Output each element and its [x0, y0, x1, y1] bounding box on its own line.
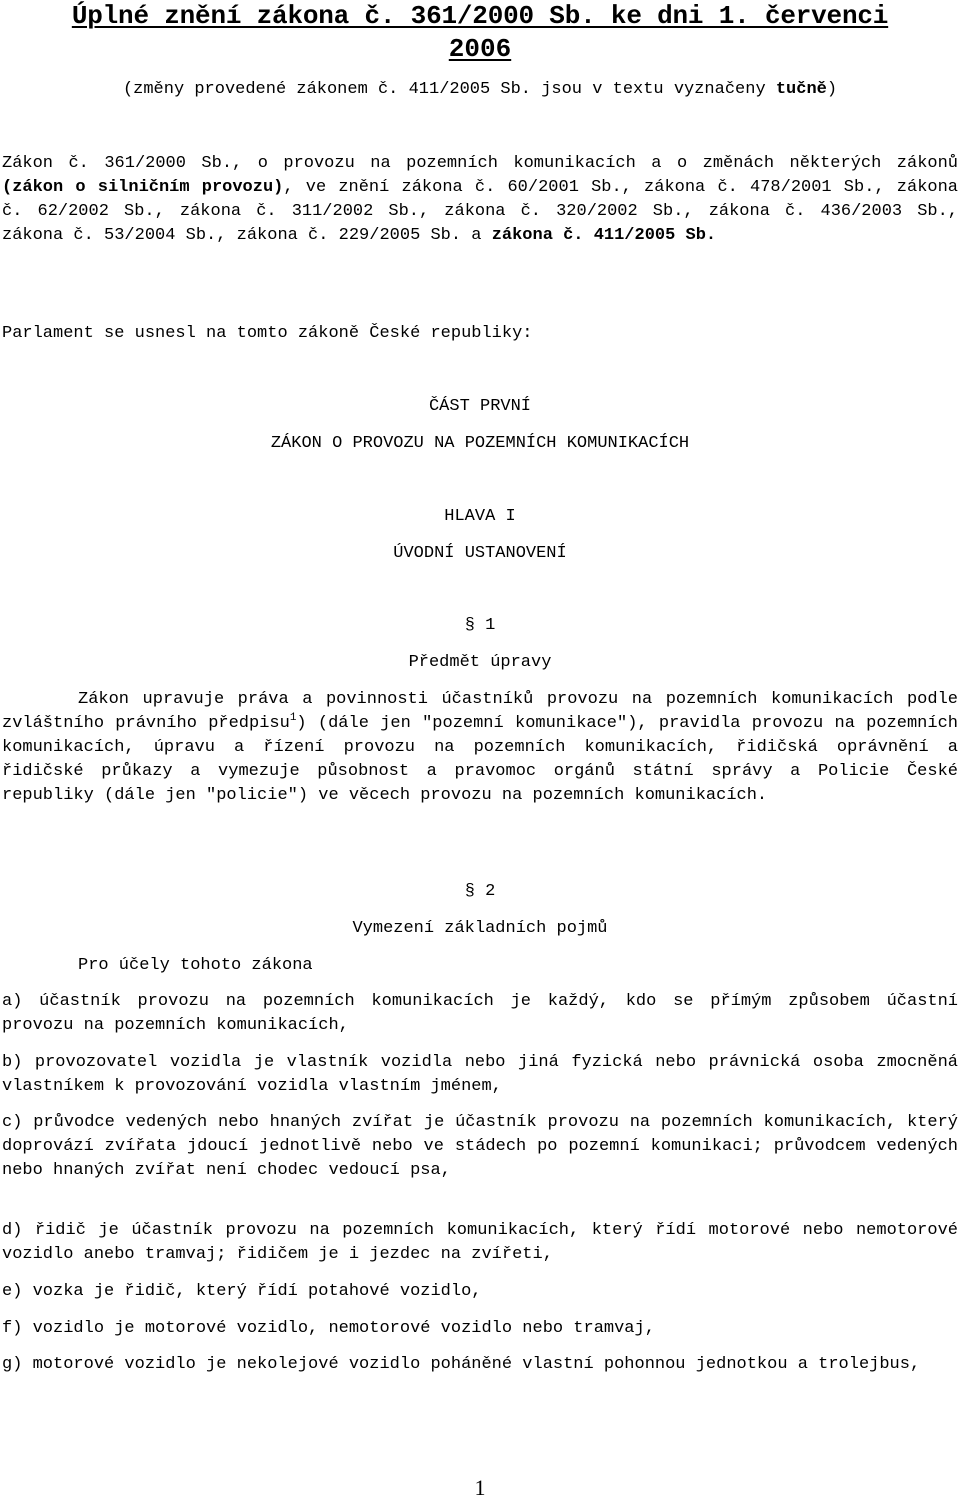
- definition-item-a: a) účastník provozu na pozemních komunikacích je každý, kdo se přímým způsobem účastní provozu na pozemních komunikacích,: [2, 992, 958, 1035]
- section-1-text-after: ) (dále jen "pozemní komunikace"), pravidla provozu na pozemních komunikacích, úpravu a řízení provozu na pozemních komunikacích, řidičská oprávnění a řidičské průkazy a vymezuje působnost a pravomoc orgánů státní správy a Policie České republiky (dále jen "policie") ve věcech provozu na pozemních komunikacích.: [2, 714, 958, 805]
- definition-item-e: e) vozka je řidič, který řídí potahové vozidlo,: [2, 1282, 482, 1301]
- section-2-number: § 2: [464, 882, 496, 901]
- intro-part-1: Zákon č. 361/2000 Sb., o provozu na pozemních komunikacích a o změnách některých zákonů: [2, 154, 958, 173]
- document-subtitle: [0, 78, 960, 102]
- section-1-title: Předmět úpravy: [408, 653, 552, 672]
- definition-item-g: g) motorové vozidlo je nekolejové vozidlo poháněné vlastní pohonnou jednotkou a trolejbus,: [2, 1355, 921, 1374]
- subtitle-bold: tučně: [775, 80, 827, 99]
- intro-part-4: zákona č. 411/2005 Sb.: [491, 226, 717, 245]
- intro-part-3: , ve znění zákona č. 60/2001 Sb., zákona č. 478/2001 Sb., zákona č. 62/2002 Sb., zákona č. 311/2002 Sb., zákona č. 320/2002 Sb., zákona č. 436/2003 Sb., zákona č. 53/2004 Sb., zákona č. 229/2005 Sb. a: [2, 178, 958, 245]
- section-1-number: § 1: [464, 616, 496, 635]
- title-line-1: Úplné znění zákona č. 361/2000 Sb. ke dni 1. červenci: [71, 1, 889, 31]
- definition-item-d: d) řidič je účastník provozu na pozemních komunikacích, který řídí motorové nebo nemotorové vozidlo anebo tramvaj; řidičem je i jezdec na zvířeti,: [2, 1221, 958, 1264]
- preamble: Parlament se usnesl na tomto zákoně České republiky:: [2, 324, 533, 343]
- definition-item-f: f) vozidlo je motorové vozidlo, nemotorové vozidlo nebo tramvaj,: [2, 1319, 655, 1338]
- section-2-lead: Pro účely tohoto zákona: [78, 956, 313, 975]
- part-label: ČÁST PRVNÍ: [428, 397, 532, 416]
- chapter-label: HLAVA I: [444, 507, 516, 526]
- section-1-text-before: Zákon upravuje práva a povinnosti účastníků provozu na pozemních komunikacích podle zvláštního právního předpisu: [2, 690, 958, 733]
- section-2-title: Vymezení základních pojmů: [352, 919, 608, 938]
- footnote-ref: 1: [289, 712, 297, 724]
- intro-part-2: (zákon o silničním provozu): [2, 178, 284, 197]
- section-1-text: [2, 688, 958, 808]
- subtitle-suffix: ): [826, 80, 838, 99]
- definition-item-b: b) provozovatel vozidla je vlastník vozidla nebo jiná fyzická nebo právnická osoba zmocněná vlastníkem k provozování vozidla vlastním jménem,: [2, 1053, 958, 1096]
- subtitle-prefix: (změny provedené zákonem č. 411/2005 Sb. jsou v textu vyznačeny: [122, 80, 776, 99]
- chapter-name: ÚVODNÍ USTANOVENÍ: [393, 544, 567, 563]
- part-name: ZÁKON O PROVOZU NA POZEMNÍCH KOMUNIKACÍCH: [270, 434, 690, 453]
- page-number: 1: [474, 1475, 486, 1500]
- document-title: [8, 0, 952, 66]
- title-line-2: 2006: [448, 34, 512, 64]
- intro-paragraph: [2, 152, 958, 248]
- definition-item-c: c) průvodce vedených nebo hnaných zvířat je účastník provozu na pozemních komunikacích, který doprovází zvířata jdoucí jednotlivě nebo ve stádech po pozemní komunikaci; průvodcem vedených nebo hnaných zvířat není chodec vedoucí psa,: [2, 1113, 958, 1180]
